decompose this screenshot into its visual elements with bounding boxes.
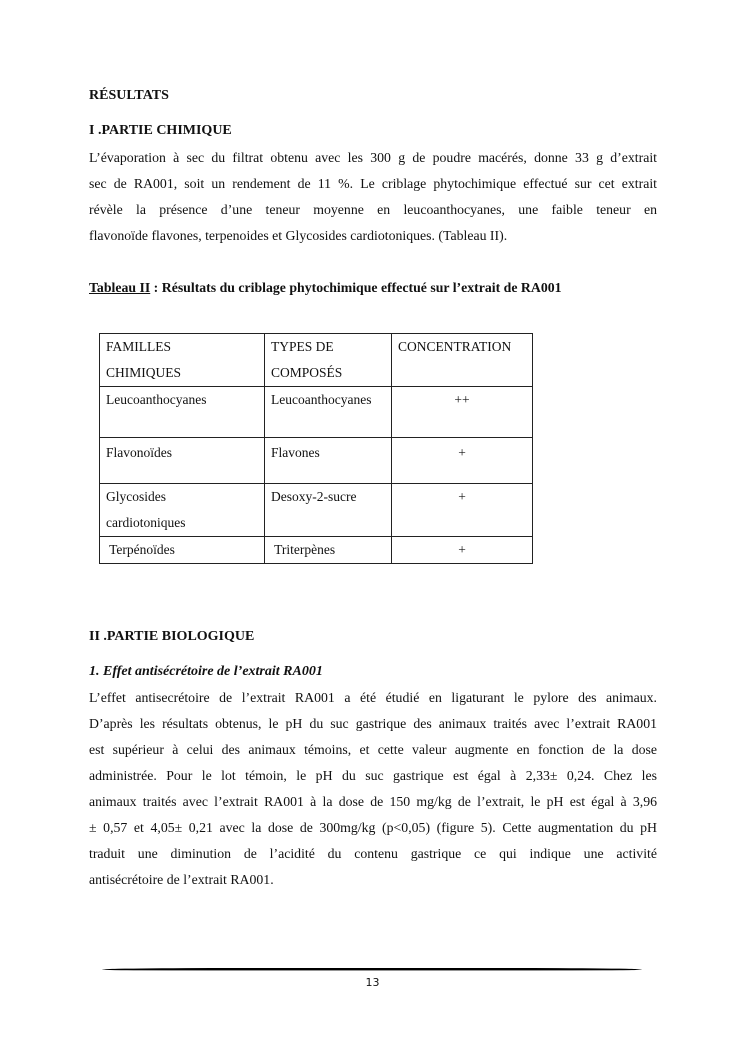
table-cell: Flavonoïdes	[100, 438, 265, 484]
header-cell	[100, 334, 265, 387]
header-line: COMPOSÉS	[271, 365, 343, 380]
table-cell: +	[392, 484, 533, 537]
paragraph-line: flavonoïde flavones, terpenoides et Glycosides cardiotoniques. (Tableau II).	[89, 228, 508, 243]
table-row	[100, 387, 533, 438]
paragraph-line: sec de RA001, soit un rendement de 11 %. Le criblage phytochimique effectué sur cet extrait	[89, 176, 657, 191]
results-heading: RÉSULTATS	[89, 88, 169, 103]
header-line: CONCENTRATION	[398, 339, 512, 354]
table-cell: Flavones	[265, 438, 392, 484]
table-cell: +	[392, 438, 533, 484]
table-cell: Terpénoïdes	[100, 537, 265, 564]
paragraph-line: antisécrétoire de l’extrait RA001.	[89, 872, 274, 887]
table-cell	[100, 484, 265, 537]
paragraph-line: D’après les résultats obtenus, le pH du suc gastrique des animaux traités avec l’extrait RA001	[89, 716, 657, 731]
footer-divider	[102, 968, 642, 971]
paragraph-line: administrée. Pour le lot témoin, le pH du suc gastrique est égal à 2,33± 0,24. Chez les	[89, 768, 657, 783]
table-cell: +	[392, 537, 533, 564]
table-cell: ++	[392, 387, 533, 438]
table-cell: Triterpènes	[265, 537, 392, 564]
table-caption	[89, 280, 562, 296]
table-caption-label: Tableau II	[89, 280, 151, 295]
paragraph-line: L’effet antisecrétoire de l’extrait RA001 a été étudié en ligaturant le pylore des animaux.	[89, 690, 657, 705]
paragraph-line: animaux traités avec l’extrait RA001 à la dose de 150 mg/kg de l’extrait, le pH est égal à 3,96	[89, 794, 657, 809]
table-caption-text: : Résultats du criblage phytochimique effectué sur l’extrait de RA001	[150, 280, 562, 295]
part1-paragraph	[89, 145, 657, 249]
header-line: FAMILLES	[106, 339, 172, 354]
paragraph-line: ± 0,57 et 4,05± 0,21 avec la dose de 300mg/kg (p<0,05) (figure 5). Cette augmentation du pH	[89, 820, 657, 835]
table-header-row	[100, 334, 533, 387]
part2-heading: II .PARTIE BIOLOGIQUE	[89, 629, 255, 644]
table-row	[100, 537, 533, 564]
part2-paragraph	[89, 685, 657, 893]
part1-heading: I .PARTIE CHIMIQUE	[89, 123, 232, 138]
header-line: CHIMIQUES	[106, 365, 182, 380]
table-cell: Leucoanthocyanes	[265, 387, 392, 438]
header-line: TYPES DE	[271, 339, 334, 354]
paragraph-line: est supérieur à celui des animaux témoins, et cette valeur augmente en fonction de la dose	[89, 742, 657, 757]
table-row	[100, 484, 533, 537]
paragraph-line: L’évaporation à sec du filtrat obtenu avec les 300 g de poudre macérés, donne 33 g d’extrait	[89, 150, 657, 165]
paragraph-line: révèle la présence d’une teneur moyenne en leucoanthocyanes, une faible teneur en	[89, 202, 657, 217]
section1-heading: 1. Effet antisécrétoire de l’extrait RA001	[89, 664, 323, 679]
phytochemical-table	[99, 333, 533, 564]
table-row	[100, 438, 533, 484]
header-cell	[265, 334, 392, 387]
table-cell: Leucoanthocyanes	[100, 387, 265, 438]
paragraph-line: traduit une diminution de l’acidité du contenu gastrique ce qui indique une activité	[89, 846, 657, 861]
cell-line: Glycosides	[106, 489, 166, 504]
header-cell	[392, 334, 533, 387]
page-number: 13	[365, 976, 380, 989]
table-cell: Desoxy-2-sucre	[265, 484, 392, 537]
cell-line: cardiotoniques	[106, 515, 186, 530]
